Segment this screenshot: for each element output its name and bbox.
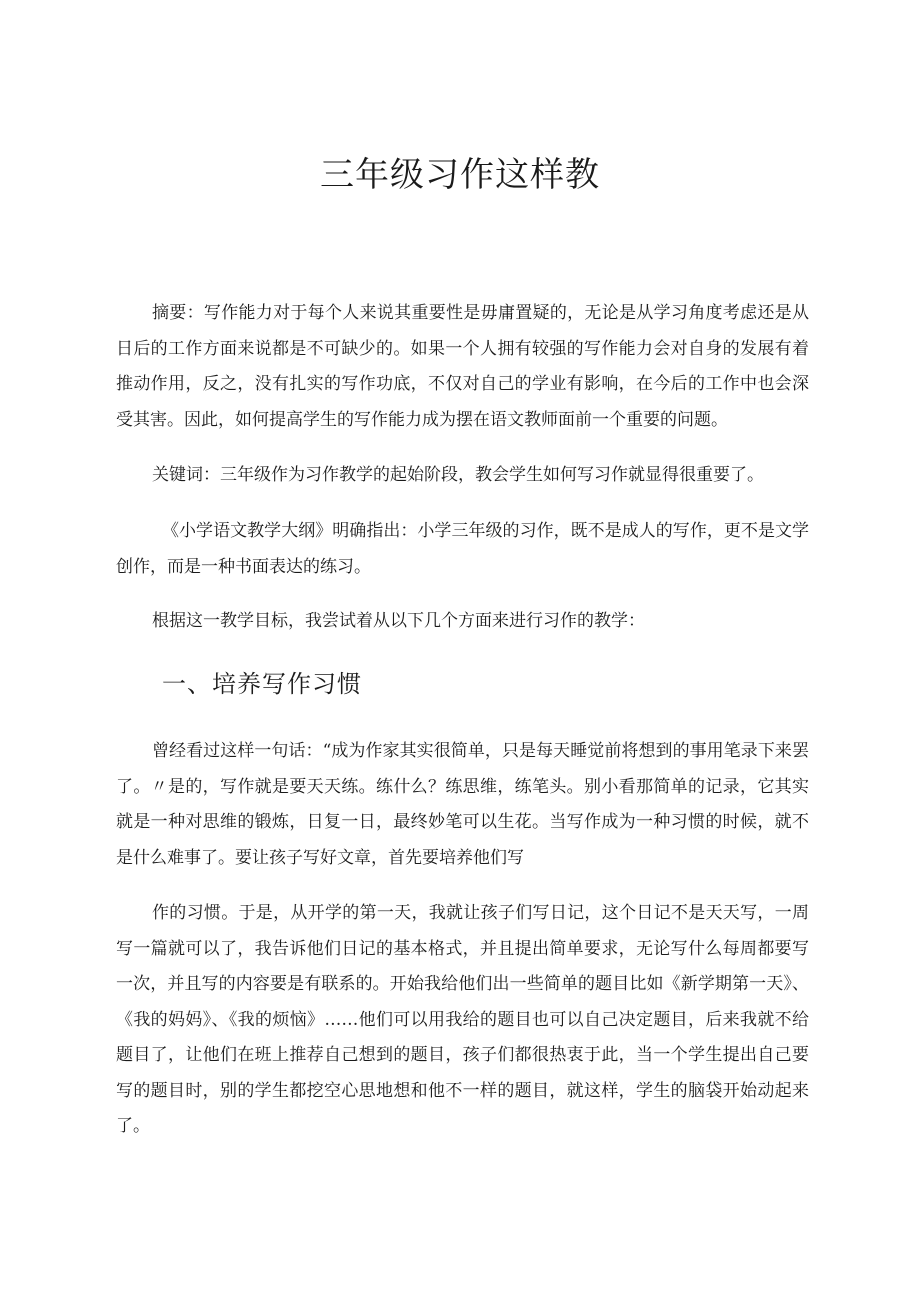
section1-paragraph-1: 曾经看过这样一句话：“成为作家其实很简单，只是每天睡觉前将想到的事用笔录下来罢了。〃是的，写作就是要天天练。练什么？练思维，练笔头。别小看那简单的记录，它其实就是一种对思维的锻炼，日复一日，最终妙笔可以生花。当写作成为一种习惯的时候，就不是什么难事了。要让孩子写好文章，首先要培养他们写 (116, 741, 809, 868)
keywords-paragraph: 关键词：三年级作为习作教学的起始阶段，教会学生如何写习作就显得很重要了。 (152, 465, 764, 485)
section-heading: 一、培养写作习惯 (162, 670, 362, 698)
section1-paragraph-2: 作的习惯。于是，从开学的第一天，我就让孩子们写日记，这个日记不是天天写，一周写一篇就可以了，我告诉他们日记的基本格式，并且提出简单要求，无论写什么每周都要写一次，并且写的内容要是有联系的。开始我给他们出一些简单的题目比如《新学期第一天》、《我的妈妈》、《我的烦恼》……他们可以用我给的题目也可以自己决定题目，后来我就不给题目了，让他们在班上推荐自己想到的题目，孩子们都很热衷于此，当一个学生提出自己要写的题目时，别的学生都挖空心思地想和他不一样的题目，就这样，学生的脑袋开始动起来了。 (116, 903, 809, 1136)
document-title: 三年级习作这样教 (320, 155, 600, 195)
intro-paragraph: 根据这一教学目标，我尝试着从以下几个方面来进行习作的教学： (152, 611, 645, 631)
abstract-paragraph: 摘要：写作能力对于每个人来说其重要性是毋庸置疑的，无论是从学习角度考虑还是从日后的工作方面来说都是不可缺少的。如果一个人拥有较强的写作能力会对自身的发展有着推动作用，反之，没有扎实的写作功底，不仅对自己的学业有影响，在今后的工作中也会深受其害。因此，如何提高学生的写作能力成为摆在语文教师面前一个重要的问题。 (116, 303, 809, 430)
syllabus-quote-paragraph: 《小学语文教学大纲》明确指出：小学三年级的习作，既不是成人的写作，更不是文学创作，而是一种书面表达的练习。 (116, 521, 809, 577)
